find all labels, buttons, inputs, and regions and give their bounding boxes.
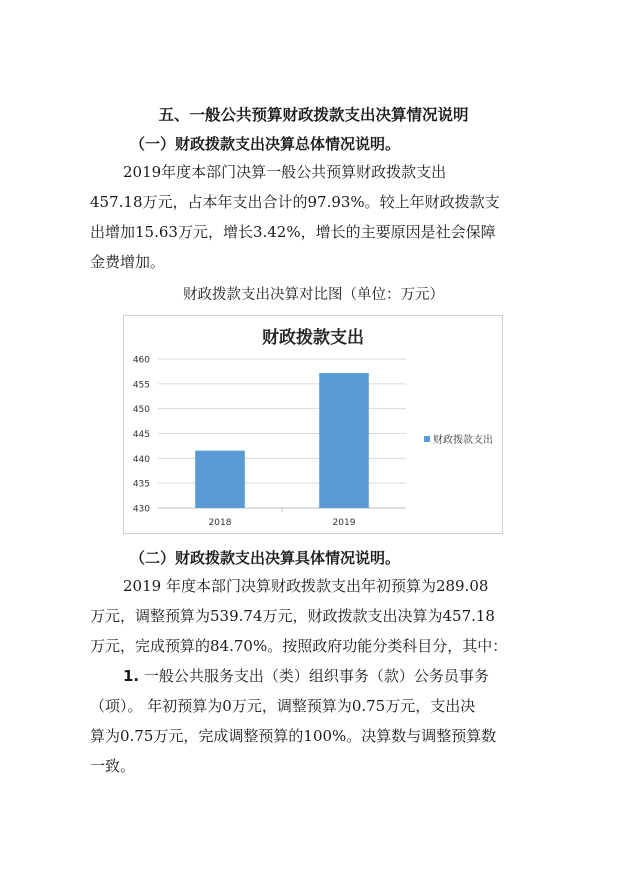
chart-title: 财政拨款支出	[262, 328, 364, 348]
bar	[319, 373, 369, 508]
paragraph-1-line: 457.18万元，占本年支出合计的97.93%。较上年财政拨款支	[90, 193, 500, 211]
section-title: 五、一般公共预算财政拨款支出决算情况说明	[158, 106, 469, 124]
y-tick-label: 435	[132, 479, 150, 490]
paragraph-1-line: 出增加15.63万元，增长3.42%，增长的主要原因是社会保障	[90, 223, 496, 241]
item-1-line: 算为0.75万元，完成调整预算的100%。决算数与调整预算数	[90, 727, 497, 745]
bar-chart	[124, 316, 502, 533]
paragraph-2-line: 万元，调整预算为539.74万元，财政拨款支出决算为457.18	[90, 607, 495, 625]
item-1-number: 1.	[123, 667, 140, 685]
x-tick-label: 2018	[208, 518, 232, 528]
item-1-line: 一致。	[90, 757, 136, 775]
bar	[195, 451, 245, 508]
y-tick-label: 440	[132, 454, 150, 465]
item-1-line: （项）。 年初预算为0万元，调整预算为0.75万元，支出决	[90, 697, 476, 715]
subsection-1-title: （一）财政拨款支出决算总体情况说明。	[130, 135, 401, 153]
chart-caption: 财政拨款支出决算对比图（单位：万元）	[183, 287, 444, 303]
paragraph-2-line: 2019 年度本部门决算财政拨款支出年初预算为289.08	[123, 577, 489, 595]
chart-container	[123, 315, 503, 534]
paragraph-2-line: 万元，完成预算的84.70%。按照政府功能分类科目分，其中：	[90, 637, 508, 655]
item-1-text: 一般公共服务支出（类）组织事务（款）公务员事务	[139, 667, 489, 685]
item-1-first-line	[123, 667, 563, 685]
y-tick-label: 445	[132, 430, 150, 440]
subsection-2-title: （二）财政拨款支出决算具体情况说明。	[130, 549, 401, 567]
y-tick-label: 430	[132, 504, 150, 515]
y-tick-label: 460	[132, 355, 150, 366]
paragraph-1-line: 2019年度本部门决算一般公共预算财政拨款支出	[123, 163, 447, 181]
legend-swatch	[424, 436, 430, 442]
x-tick-label: 2019	[332, 518, 356, 528]
legend-label: 财政拨款支出	[433, 435, 493, 446]
y-tick-label: 450	[132, 405, 150, 416]
paragraph-1-line: 金费增加。	[90, 253, 166, 271]
y-tick-label: 455	[132, 380, 150, 391]
